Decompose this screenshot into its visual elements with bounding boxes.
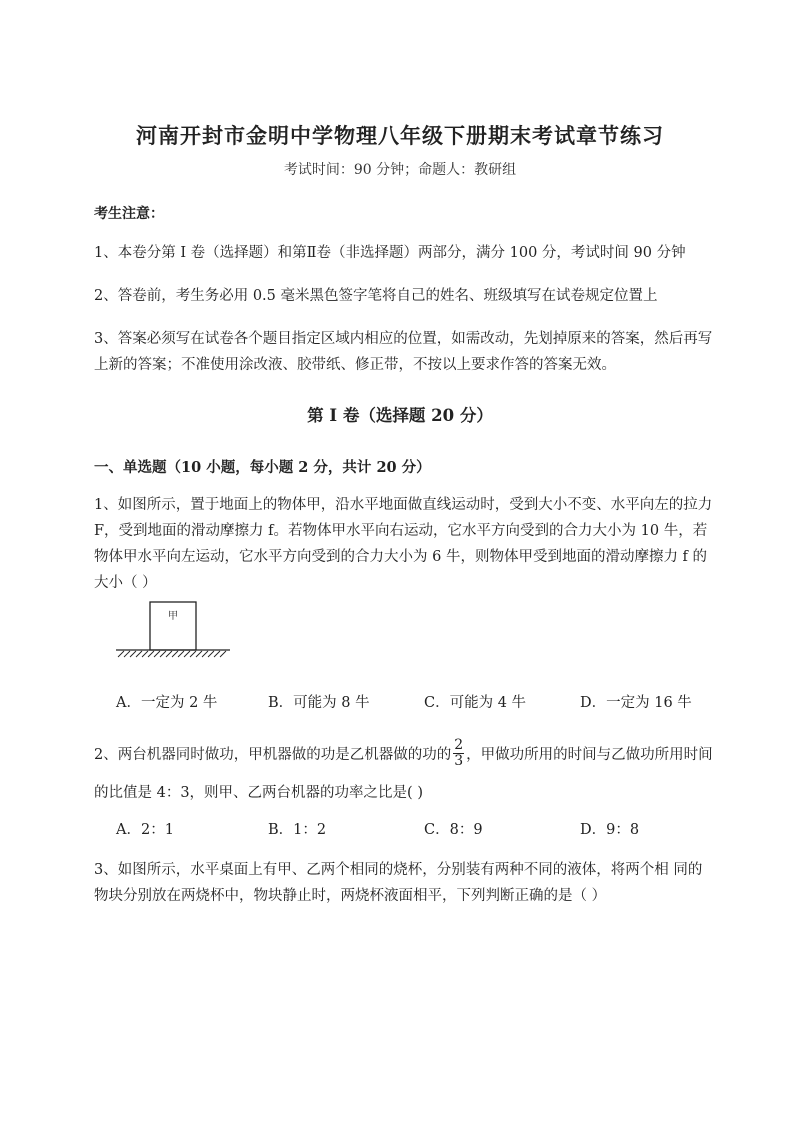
- q2-option-a[interactable]: A．2：1: [116, 822, 174, 838]
- q2-option-d[interactable]: D．9：8: [580, 822, 640, 838]
- ground-hatching: [118, 651, 226, 657]
- question-1-text: 1、如图所示，置于地面上的物体甲，沿水平地面做直线运动时，受到大小不变、水平向左的拉力 F，受到地面的滑动摩擦力 f。若物体甲水平向右运动，它水平方向受到的合力大小为 10 牛，若物体甲水平向左运动，它水平方向受到的合力大小为 6 牛，则物体甲受到地面的滑动摩擦力 f 的大小（ ）: [94, 497, 713, 591]
- q1-option-d[interactable]: D．一定为 16 牛: [580, 695, 692, 711]
- q2-fraction-numerator: 2: [454, 736, 464, 753]
- notice-heading: 考生注意：: [94, 206, 164, 222]
- q2-option-b[interactable]: B．1：2: [268, 822, 327, 838]
- exam-subtitle: 考试时间：90 分钟；命题人：教研组: [283, 162, 517, 178]
- section-subheading: 一、单选题（10 小题，每小题 2 分，共计 20 分）: [94, 459, 431, 476]
- notice-item-3: 3、答案必须写在试卷各个题目指定区域内相应的位置，如需改动，先划掉原来的答案，然后再写上新的答案；不准使用涂改液、胶带纸、修正带，不按以上要求作答的答案无效。: [94, 331, 713, 373]
- q2-text-after: ，甲做功所用的时间与乙做功所用时间的比值是 4：3，则甲、乙两台机器的功率之比是( ): [94, 747, 713, 801]
- q2-fraction-denominator: 3: [454, 752, 464, 769]
- notice-item-2: 2、答卷前，考生务必用 0.5 毫米黑色签字笔将自己的姓名、班级填写在试卷规定位置上: [94, 288, 658, 304]
- q1-option-b[interactable]: B．可能为 8 牛: [268, 695, 370, 711]
- section-title: 第 I 卷（选择题 20 分）: [307, 406, 493, 425]
- block-label: 甲: [168, 611, 178, 622]
- notice-item-1: 1、本卷分第 I 卷（选择题）和第Ⅱ卷（非选择题）两部分，满分 100 分，考试时间 90 分钟: [94, 245, 686, 261]
- exam-title: 河南开封市金明中学物理八年级下册期末考试章节练习: [136, 123, 664, 148]
- q2-text-before: 2、两台机器同时做功，甲机器做的功是乙机器做的功的: [94, 747, 452, 763]
- q2-fraction: [453, 738, 464, 769]
- q1-option-a[interactable]: A．一定为 2 牛: [116, 695, 218, 711]
- q1-option-c[interactable]: C．可能为 4 牛: [424, 695, 527, 711]
- question-1-options: [116, 691, 716, 715]
- question-3-text: 3、如图所示，水平桌面上有甲、乙两个相同的烧杯，分别装有两种不同的液体，将两个相 同的物块分别放在两烧杯中，物块静止时，两烧杯液面相平，下列判断正确的是（ ）: [94, 862, 703, 904]
- q2-option-c[interactable]: C．8：9: [424, 822, 483, 838]
- question-2-options: [116, 818, 716, 842]
- question-2-text: [94, 736, 714, 812]
- block-jia: [150, 602, 196, 650]
- question-1-figure: [114, 600, 234, 660]
